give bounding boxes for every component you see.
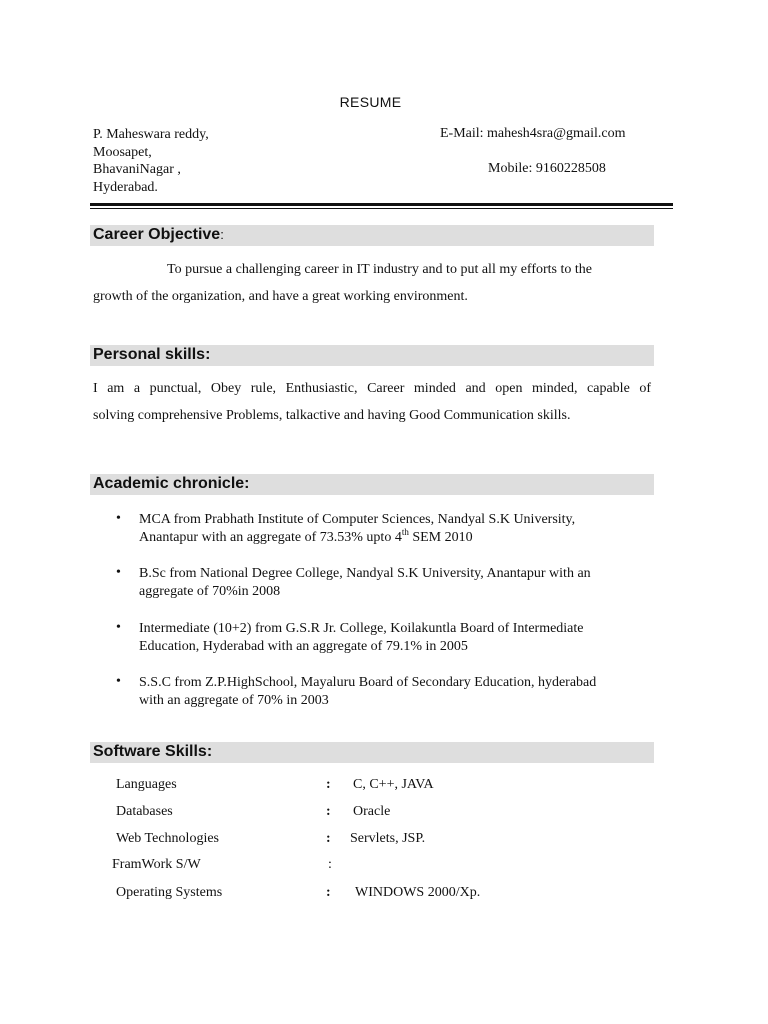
bullet: • — [116, 511, 121, 526]
section-heading: Career Objective: — [93, 226, 224, 243]
section-heading: Software Skills: — [93, 743, 213, 760]
skill-value-databases: Oracle — [353, 804, 391, 819]
section-heading: Personal skills: — [93, 346, 211, 363]
header-divider-thin — [90, 208, 673, 209]
email: E-Mail: mahesh4sra@gmail.com — [440, 126, 626, 141]
objective-line-2: growth of the organization, and have a great working environment. — [93, 289, 468, 304]
skill-separator: : — [326, 885, 331, 900]
academic-item-intermediate: Intermediate (10+2) from G.S.R Jr. College, Koilakuntla Board of Intermediate Education, Hyderabad with an aggregate of 79.1% in 2005 — [139, 621, 584, 654]
section-academic-chronicle — [90, 474, 654, 495]
section-career-objective — [90, 225, 654, 246]
candidate-name: P. Maheswara reddy, — [93, 127, 209, 142]
skill-label-web-technologies: Web Technologies — [116, 831, 219, 846]
section-software-skills — [90, 742, 654, 763]
skill-value-languages: C, C++, JAVA — [353, 777, 434, 792]
address-line-2: BhavaniNagar , — [93, 162, 181, 177]
skill-separator: : — [326, 804, 331, 819]
personal-skills-line-2: solving comprehensive Problems, talkactive and having Good Communication skills. — [93, 408, 571, 423]
mobile: Mobile: 9160228508 — [488, 161, 606, 176]
skill-label-databases: Databases — [116, 804, 173, 819]
skill-separator: : — [326, 777, 331, 792]
skill-separator: : — [328, 857, 332, 872]
section-heading: Academic chronicle: — [93, 475, 250, 492]
skill-label-operating-systems: Operating Systems — [116, 885, 223, 900]
document-title: RESUME — [339, 94, 402, 110]
skill-label-languages: Languages — [116, 777, 177, 792]
bullet: • — [116, 674, 121, 689]
academic-item-bsc: B.Sc from National Degree College, Nandyal S.K University, Anantapur with an aggregate of 70%in 2008 — [139, 566, 591, 599]
academic-item-ssc: S.S.C from Z.P.HighSchool, Mayaluru Board of Secondary Education, hyderabad with an aggregate of 70% in 2003 — [139, 675, 597, 708]
bullet: • — [116, 565, 121, 580]
header-divider-thick — [90, 203, 673, 206]
section-personal-skills — [90, 345, 654, 366]
academic-item-mca: MCA from Prabhath Institute of Computer Sciences, Nandyal S.K University, Anantapur with an aggregate of 73.53% upto 4th SEM 2010 — [139, 512, 576, 545]
skill-label-framework: FramWork S/W — [112, 857, 201, 872]
address-line-3: Hyderabad. — [93, 180, 158, 195]
skill-separator: : — [326, 831, 331, 846]
bullet: • — [116, 620, 121, 635]
skill-value-operating-systems: WINDOWS 2000/Xp. — [355, 885, 481, 900]
objective-line-1: To pursue a challenging career in IT industry and to put all my efforts to the — [167, 262, 592, 277]
address-line-1: Moosapet, — [93, 145, 152, 160]
personal-skills-line-1: I am a punctual, Obey rule, Enthusiastic, Career minded and open minded, capable of — [93, 381, 651, 396]
skill-value-web-technologies: Servlets, JSP. — [350, 831, 426, 846]
